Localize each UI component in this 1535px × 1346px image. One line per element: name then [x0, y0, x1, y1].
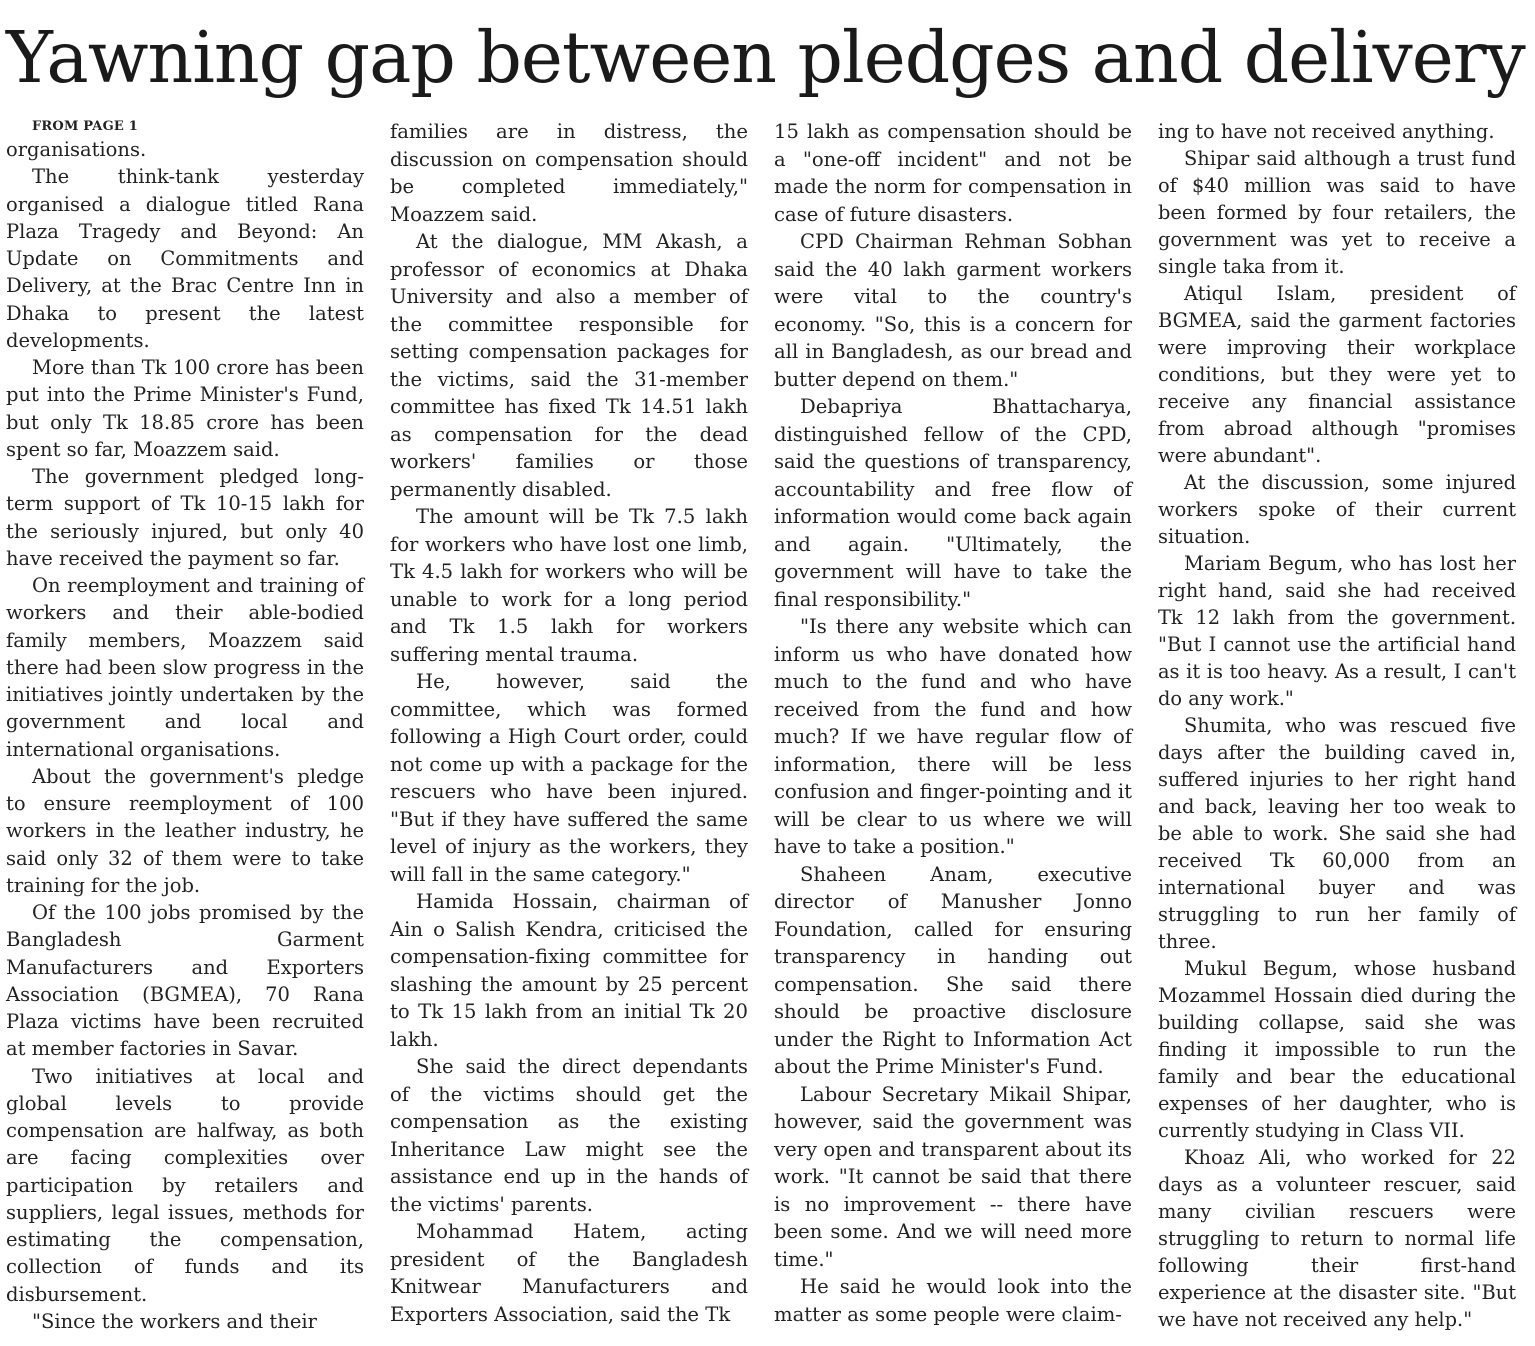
paragraph: Shaheen Anam, executive director of Manusher Jonno Foundation, called for ensuring transparency in handing out compensation. She said there should be proactive disclosure under the Right to Information Act about the Prime Minister's Fund.: [774, 862, 1132, 1078]
paragraph: Mohammad Hatem, acting president of the Bangladesh Knitwear Manufacturers and Exporters Association, said the Tk: [390, 1220, 748, 1326]
paragraph: Hamida Hossain, chairman of Ain o Salish Kendra, criticised the compensation-fixing committee for slashing the amount by 25 percent to Tk 15 lakh from an initial Tk 20 lakh.: [390, 890, 748, 1051]
paragraph: The government pledged long-term support of Tk 10-15 lakh for the seriously injured, but only 40 have received the payment so far.: [6, 465, 364, 570]
article-column-1: [6, 118, 364, 1335]
headline: Yawning gap between pledges and delivery: [6, 16, 1525, 99]
paragraph: 15 lakh as compensation should be a "one-off incident" and not be made the norm for compensation in case of future disasters.: [774, 120, 1132, 226]
paragraph: families are in distress, the discussion on compensation should be completed immediately," Moazzem said.: [390, 120, 748, 226]
paragraph: CPD Chairman Rehman Sobhan said the 40 lakh garment workers were vital to the country's economy. "So, this is a concern for all in Bangladesh, as our bread and butter depend on them.": [774, 230, 1132, 391]
paragraph: He said he would look into the matter as some people were claim-: [774, 1275, 1132, 1326]
paragraph: Shumita, who was rescued five days after the building caved in, suffered injuries to her right hand and back, leaving her too weak to be able to work. She said she had received Tk 60,000 from an international buyer and was struggling to run her family of three.: [1158, 714, 1516, 953]
paragraph: Atiqul Islam, president of BGMEA, said the garment factories were improving their workplace conditions, but they were yet to receive any financial assistance from abroad although "promises were abundant".: [1158, 282, 1516, 467]
paragraph: The think-tank yesterday organised a dialogue titled Rana Plaza Tragedy and Beyond: An Update on Commitments and Delivery, at the Brac Centre Inn in Dhaka to present the latest developments.: [6, 165, 364, 352]
paragraph: About the government's pledge to ensure reemployment of 100 workers in the leather industry, he said only 32 of them were to take training for the job.: [6, 764, 364, 897]
paragraph: Of the 100 jobs promised by the Bangladesh Garment Manufacturers and Exporters Association (BGMEA), 70 Rana Plaza victims have been recruited at member factories in Savar.: [6, 901, 364, 1061]
paragraph: organisations.: [6, 138, 147, 161]
paragraph: ing to have not received anything.: [1158, 120, 1495, 143]
article-column-3: [774, 118, 1132, 1328]
article-column-4: [1158, 118, 1516, 1333]
paragraph: Khoaz Ali, who worked for 22 days as a volunteer rescuer, said many civilian rescuers were struggling to return to normal life following their first-hand experience at the disaster site. "But we have not received any help.": [1158, 1146, 1516, 1331]
paragraph: "Is there any website which can inform us who have donated how much to the fund and who have received from the fund and how much? If we have regular flow of information, there will be less confusion and finger-pointing and it will be clear to us where we will have to take a position.": [774, 615, 1132, 858]
paragraph: At the discussion, some injured workers spoke of their current situation.: [1158, 471, 1516, 548]
paragraph: "Since the workers and their: [32, 1309, 317, 1333]
paragraph: Mariam Begum, who has lost her right hand, said she had received Tk 12 lakh from the government. "But I cannot use the artificial hand as it is too heavy. As a result, I can't do any work.": [1158, 552, 1516, 710]
paragraph: At the dialogue, MM Akash, a professor of economics at Dhaka University and also a member of the committee responsible for setting compensation packages for the victims, said the 31-member committee has fixed Tk 14.51 lakh as compensation for the dead workers' families or those permanently disabled.: [390, 230, 748, 501]
paragraph: More than Tk 100 crore has been put into the Prime Minister's Fund, but only Tk 18.85 crore has been spent so far, Moazzem said.: [6, 356, 364, 461]
article-column-2: [390, 118, 748, 1328]
paragraph: Debapriya Bhattacharya, distinguished fellow of the CPD, said the questions of transparency, accountability and free flow of information would come back again and again. "Ultimately, the government will have to take the final responsibility.": [774, 395, 1132, 611]
continuation-kicker: FROM PAGE 1: [32, 119, 138, 134]
paragraph: Labour Secretary Mikail Shipar, however, said the government was very open and transparent about its work. "It cannot be said that there is no improvement -- there have been some. And we will need more time.": [774, 1082, 1132, 1271]
paragraph: He, however, said the committee, which was formed following a High Court order, could not come up with a package for the rescuers who have been injured. "But if they have suffered the same level of injury as the workers, they will fall in the same category.": [390, 670, 748, 886]
paragraph: The amount will be Tk 7.5 lakh for workers who have lost one limb, Tk 4.5 lakh for workers who will be unable to work for a long period and Tk 1.5 lakh for workers suffering mental trauma.: [390, 505, 748, 666]
paragraph: She said the direct dependants of the victims should get the compensation as the existing Inheritance Law might see the assistance end up in the hands of the victims' parents.: [390, 1055, 748, 1216]
paragraph: Shipar said although a trust fund of $40 million was said to have been formed by four retailers, the government was yet to receive a single taka from it.: [1158, 147, 1516, 278]
paragraph: On reemployment and training of workers and their able-bodied family members, Moazzem said there had been slow progress in the initiatives jointly undertaken by the government and local and international organisations.: [6, 574, 364, 761]
paragraph: Mukul Begum, whose husband Mozammel Hossain died during the building collapse, said she was finding it impossible to run the family and bear the educational expenses of her daughter, who is currently studying in Class VII.: [1158, 957, 1516, 1142]
paragraph: Two initiatives at local and global levels to provide compensation are halfway, as both are facing complexities over participation by retailers and suppliers, legal issues, methods for estimating the compensation, collection of funds and its disbursement.: [6, 1064, 364, 1306]
